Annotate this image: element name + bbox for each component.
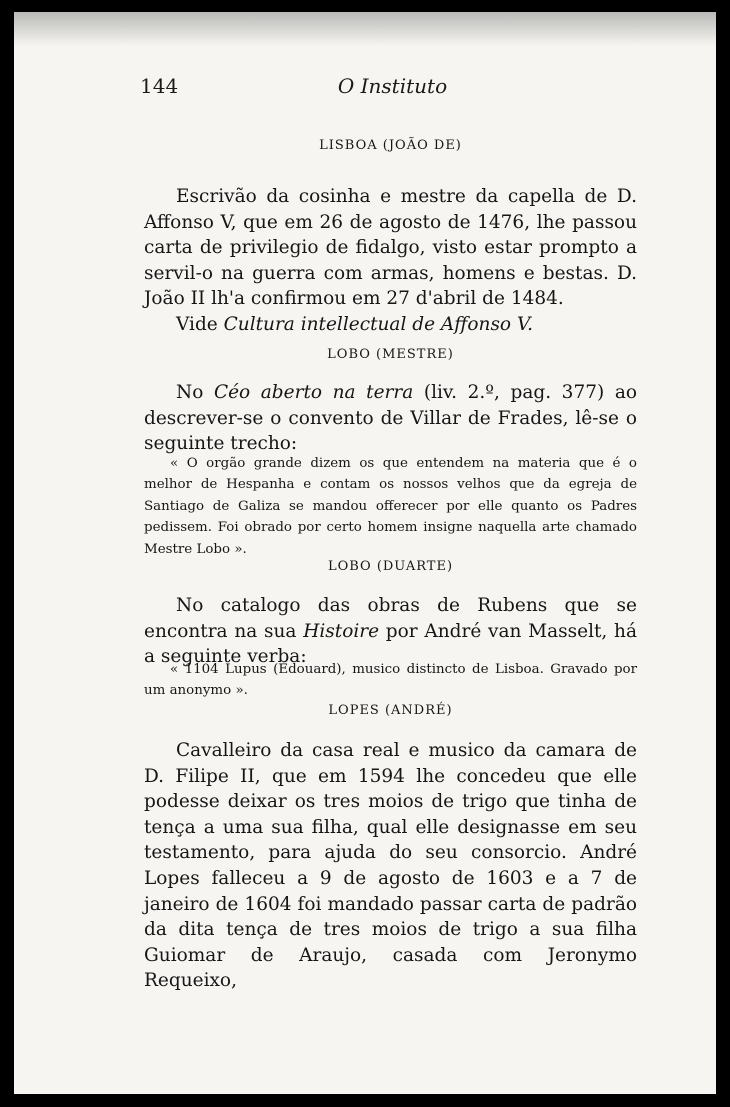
vide-reference xyxy=(144,312,637,338)
entry-heading: LOBO (DUARTE) xyxy=(327,559,454,574)
entry-body xyxy=(144,184,637,338)
quote-text: « 1104 Lupus (Edouard), musico distincto de Lisboa. Gravado por um anonymo ». xyxy=(144,662,637,699)
intro-text: por André van Masselt, há a seguinte verba: xyxy=(144,620,637,668)
quotation xyxy=(144,659,637,702)
entry-paragraph: Cavalleiro da casa real e musico da camara de D. Filipe II, que em 1594 lhe concedeu que elle podesse deixar os tres moios de trigo que tinha de tença a uma sua filha, qual elle designasse em seu testamento, para ajuda do seu consorcio. André Lopes falleceu a 9 de agosto de 1603 e a 7 de janeiro de 1604 foi mandado passar carta de padrão da dita tença de tres moios de trigo a sua filha Guiomar de Araujo, casada com Jeronymo Requeixo, xyxy=(144,740,637,992)
entry-heading: LOBO (MESTRE) xyxy=(327,347,454,362)
work-title: Céo aberto na terra xyxy=(213,382,414,403)
entry-paragraph: Escrivão da cosinha e mestre da capella de D. Affonso V, que em 26 de agosto de 1476, lhe passou carta de privilegio de fidalgo, visto estar prompto a servil-o na guerra com armas, homens e bestas. D. João II lh'a confirmou em 27 d'abril de 1484. xyxy=(144,186,637,310)
work-title: Histoire xyxy=(303,620,380,642)
entry-intro xyxy=(144,380,637,457)
running-title: O Instituto xyxy=(337,74,448,98)
intro-text: No catalogo das obras de Rubens que se encontra na sua xyxy=(144,595,637,642)
vide-title: Cultura intellectual de Affonso V. xyxy=(223,313,533,335)
page-number: 144 xyxy=(140,74,179,98)
scanned-page xyxy=(14,12,716,1094)
entry-body xyxy=(144,380,637,457)
intro-text: No xyxy=(176,382,214,403)
entry-heading: LOPES (ANDRÉ) xyxy=(328,703,453,718)
intro-text: (liv. 2.º, pag. 377) ao descrever-se o convento de Villar de Frades, lê-se o seguinte trecho: xyxy=(144,382,637,455)
vide-prefix: Vide xyxy=(176,313,224,335)
page-header xyxy=(140,74,645,102)
quote-text: « O orgão grande dizem os que entendem na materia que é o melhor de Hespanha e contam os nossos velhos que da egreja de Santiago de Galiza se mandou offerecer por elle quanto os Padres pedissem. Foi obrado por certo homem insigne naquella arte chamado Mestre Lobo ». xyxy=(144,456,637,557)
entry-heading: LISBOA (JOÃO DE) xyxy=(319,138,462,153)
entry-body xyxy=(144,738,637,994)
quotation xyxy=(144,453,637,560)
